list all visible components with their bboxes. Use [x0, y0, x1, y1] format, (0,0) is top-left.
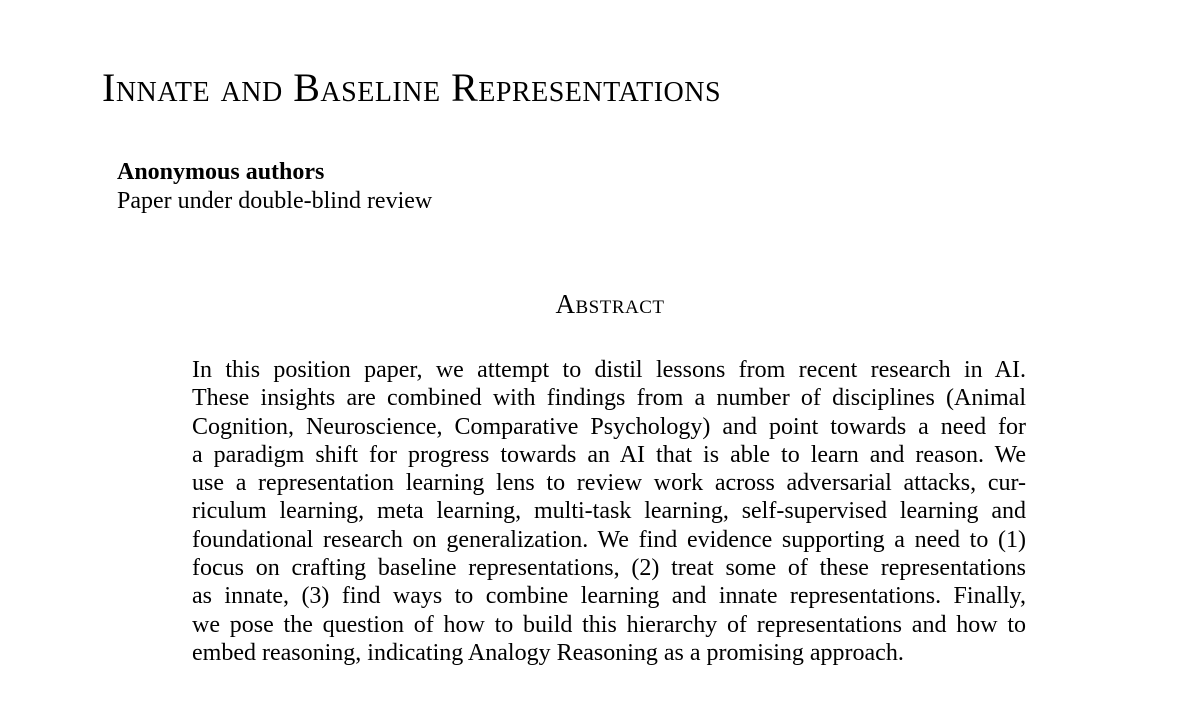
review-note: Paper under double-blind review: [117, 188, 433, 214]
abstract-line: Cognition, Neuroscience, Comparative Psychology) and point towards a need for: [192, 413, 1026, 440]
abstract-line: In this position paper, we attempt to distil lessons from recent research in AI.: [192, 357, 1026, 383]
abstract-line: use a representation learning lens to review work across adversarial attacks, cur-: [192, 470, 1026, 497]
abstract-line: These insights are combined with findings from a number of disciplines (Animal: [192, 385, 1026, 412]
abstract-line: embed reasoning, indicating Analogy Reasoning as a promising approach.: [192, 639, 904, 666]
abstract-line: focus on crafting baseline representations, (2) treat some of these representations: [192, 555, 1026, 582]
paper-title: Innate and Baseline Representations: [102, 65, 722, 110]
abstract-line: foundational research on generalization. We find evidence supporting a need to (1): [192, 526, 1026, 553]
abstract-line: we pose the question of how to build this hierarchy of representations and how to: [192, 611, 1026, 638]
abstract-body: [192, 356, 1026, 667]
abstract-line: as innate, (3) find ways to combine learning and innate representations. Finally,: [192, 583, 1026, 610]
author-name: Anonymous authors: [117, 159, 325, 185]
abstract-line: a paradigm shift for progress towards an AI that is able to learn and reason. We: [192, 441, 1026, 468]
author-block: [117, 157, 432, 215]
abstract-line: riculum learning, meta learning, multi-task learning, self-supervised learning and: [192, 498, 1026, 525]
abstract-heading: Abstract: [555, 289, 665, 319]
